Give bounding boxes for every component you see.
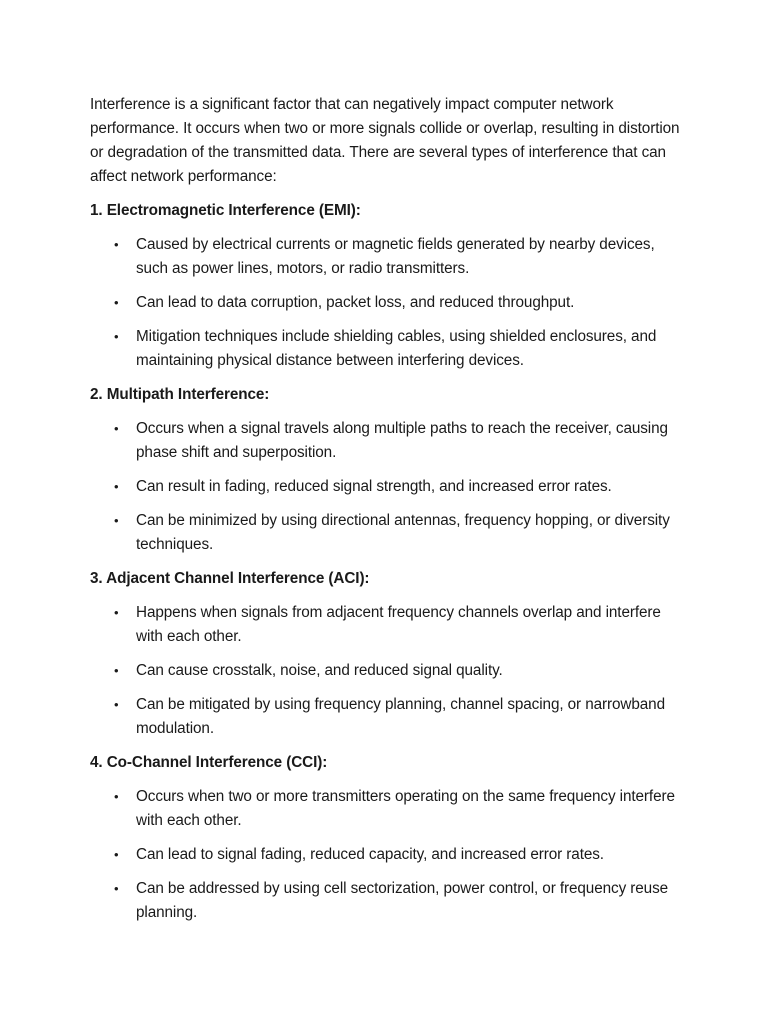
bullet-icon: • (114, 479, 119, 494)
section-heading: 4. Co-Channel Interference (CCI): (90, 754, 328, 771)
bullet-list (90, 601, 690, 741)
list-item (90, 693, 690, 741)
list-item-text: Caused by electrical currents or magnetic fields generated by nearby devices, such as power lines, motors, or radio transmitters. (136, 236, 655, 277)
document-page (90, 93, 690, 925)
list-item-text: Can be addressed by using cell sectorization, power control, or frequency reuse planning. (136, 880, 669, 921)
bullet-icon: • (114, 605, 119, 620)
section-heading: 3. Adjacent Channel Interference (ACI): (90, 570, 370, 587)
list-item-text: Can result in fading, reduced signal strength, and increased error rates. (136, 478, 612, 495)
bullet-icon: • (114, 237, 119, 252)
bullet-icon: • (114, 697, 119, 712)
section-emi (90, 199, 690, 373)
list-item-text: Can be mitigated by using frequency planning, channel spacing, or narrowband modulation. (136, 696, 665, 737)
list-item-text: Can cause crosstalk, noise, and reduced signal quality. (136, 662, 503, 679)
list-item (90, 877, 690, 925)
bullet-icon: • (114, 421, 119, 436)
list-item-text: Can lead to signal fading, reduced capacity, and increased error rates. (136, 846, 604, 863)
bullet-list (90, 417, 690, 557)
intro-paragraph: Interference is a significant factor that can negatively impact computer network performance. It occurs when two or more signals collide or overlap, resulting in distortion or degradation of the transmitted data. There are several types of interference that can affect network performance: (90, 96, 680, 185)
list-item (90, 843, 690, 867)
list-item (90, 509, 690, 557)
list-item-text: Can lead to data corruption, packet loss, and reduced throughput. (136, 294, 575, 311)
section-aci (90, 567, 690, 741)
list-item-text: Occurs when a signal travels along multiple paths to reach the receiver, causing phase shift and superposition. (136, 420, 668, 461)
list-item (90, 659, 690, 683)
list-item (90, 417, 690, 465)
section-heading: 1. Electromagnetic Interference (EMI): (90, 202, 361, 219)
section-cci (90, 751, 690, 925)
bullet-list (90, 233, 690, 373)
list-item-text: Can be minimized by using directional antennas, frequency hopping, or diversity techniques. (136, 512, 670, 553)
bullet-icon: • (114, 329, 119, 344)
bullet-list (90, 785, 690, 925)
bullet-icon: • (114, 789, 119, 804)
section-heading: 2. Multipath Interference: (90, 386, 270, 403)
list-item (90, 475, 690, 499)
list-item-text: Mitigation techniques include shielding cables, using shielded enclosures, and maintaining physical distance between interfering devices. (136, 328, 657, 369)
list-item (90, 233, 690, 281)
bullet-icon: • (114, 663, 119, 678)
list-item (90, 785, 690, 833)
bullet-icon: • (114, 513, 119, 528)
bullet-icon: • (114, 295, 119, 310)
bullet-icon: • (114, 847, 119, 862)
list-item (90, 325, 690, 373)
section-multipath (90, 383, 690, 557)
list-item-text: Occurs when two or more transmitters operating on the same frequency interfere with each other. (136, 788, 675, 829)
list-item (90, 601, 690, 649)
list-item-text: Happens when signals from adjacent frequency channels overlap and interfere with each other. (136, 604, 661, 645)
list-item (90, 291, 690, 315)
bullet-icon: • (114, 881, 119, 896)
